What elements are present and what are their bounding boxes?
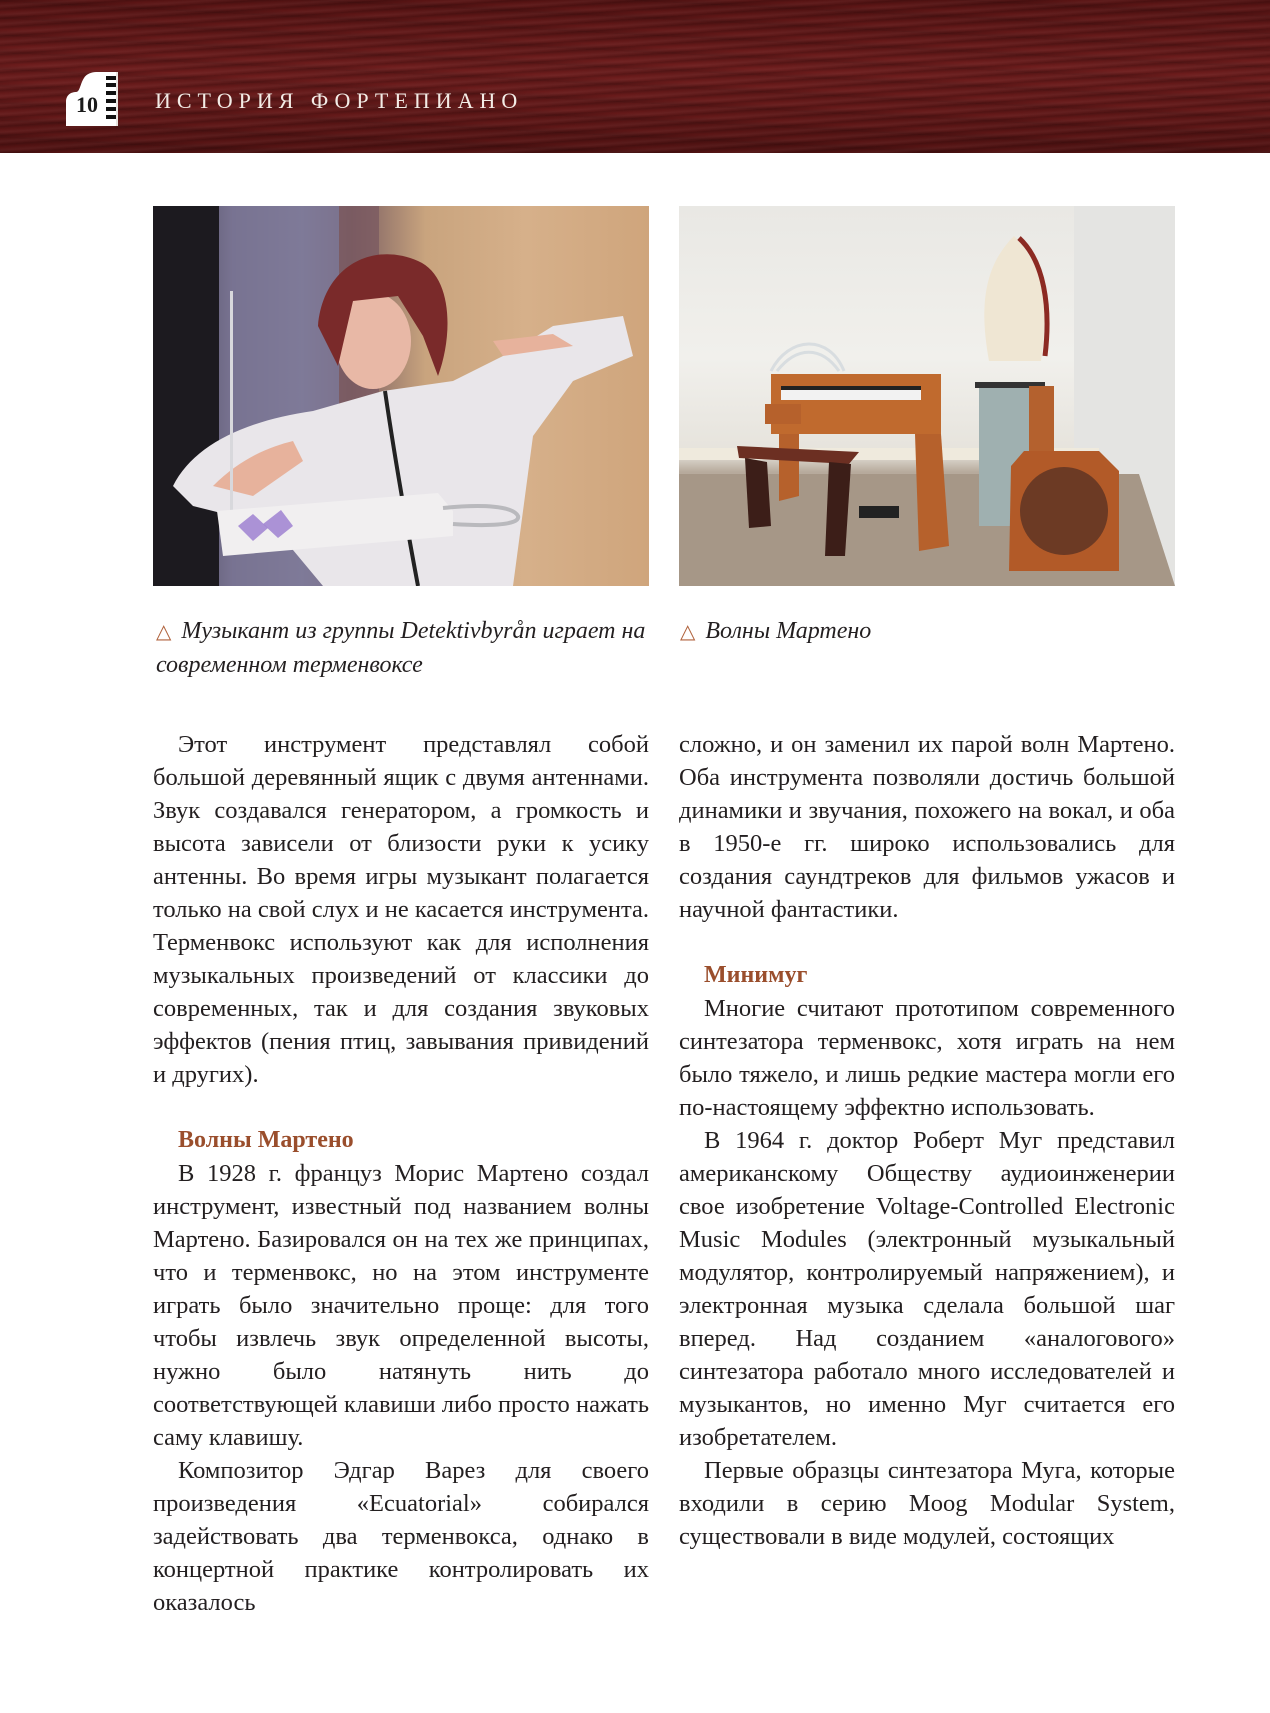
caption-text: Волны Мартено: [705, 618, 872, 644]
paragraph: Первые образцы синтезатора Муга, которые входили в серию Moog Modular System, существовали в виде модулей, состоящих: [679, 1457, 1175, 1550]
paragraph: сложно, и он заменил их парой волн Мартено. Оба инструмента позволяли достичь большой динамики и звучания, похожего на вокал, и оба в 1950-е гг. широко использовались для создания саундтреков для фильмов ужасов и научной фантастики.: [679, 731, 1175, 923]
figure-caption: [680, 615, 1180, 649]
page-number-badge: [62, 72, 126, 126]
paragraph: В 1928 г. француз Морис Мартено создал инструмент, известный под названием волны Мартено. Базировался он на тех же принципах, что и терменвокс, но на этом инструменте играть было значительно проще: для того чтобы извлечь звук определенной высоты, нужно было натянуть нить до соответствующей клавиши либо просто нажать саму клавишу.: [153, 1160, 649, 1451]
page-header: [0, 0, 1270, 153]
text-column-left: [153, 728, 649, 1619]
ondes-martenot-photo: [679, 206, 1175, 586]
running-title: ИСТОРИЯ ФОРТЕПИАНО: [155, 88, 524, 113]
theremin-player-photo: [153, 206, 649, 586]
paragraph: Композитор Эдгар Варез для своего произведения «Ecuatorial» собирался задействовать два терменвокса, однако в концертной практике контролировать их оказалось: [153, 1457, 649, 1616]
section-heading: Волны Мартено: [178, 1127, 354, 1153]
section-heading: Минимуг: [704, 962, 808, 988]
paragraph: Этот инструмент представлял собой большой деревянный ящик с двумя антеннами. Звук создавался генератором, а громкость и высота зависели от близости руки к усику антенны. Во время игры музыкант полагается только на свой слух и не касается инструмента. Терменвокс используют как для исполнения музыкальных произведений от классики до современных, так и для создания звуковых эффектов (пения птиц, завывания привидений и других).: [153, 731, 649, 1088]
paragraph: В 1964 г. доктор Роберт Муг представил американскому Обществу аудиоинженерии свое изобретение Voltage-Controlled Electronic Music Modules (электронный музыкальный модулятор, контролируемый напряжением), и электронная музыка сделала большой шаг вперед. Над созданием «аналогового» синтезатора работало много исследователей и музыкантов, но именно Муг считается его изобретателем.: [679, 1127, 1175, 1451]
page-number: 10: [76, 92, 98, 117]
figure-caption: [156, 615, 656, 682]
paragraph: Многие считают прототипом современного синтезатора терменвокс, хотя играть на нем было тяжело, и лишь редкие мастера могли его по-настоящему эффектно использовать.: [679, 995, 1175, 1121]
triangle-marker-icon: △: [156, 621, 172, 643]
text-column-right: [679, 728, 1175, 1553]
caption-text: Музыкант из группы Detektivbyrån играет на современном терменвоксе: [156, 618, 646, 678]
triangle-marker-icon: △: [680, 621, 696, 643]
